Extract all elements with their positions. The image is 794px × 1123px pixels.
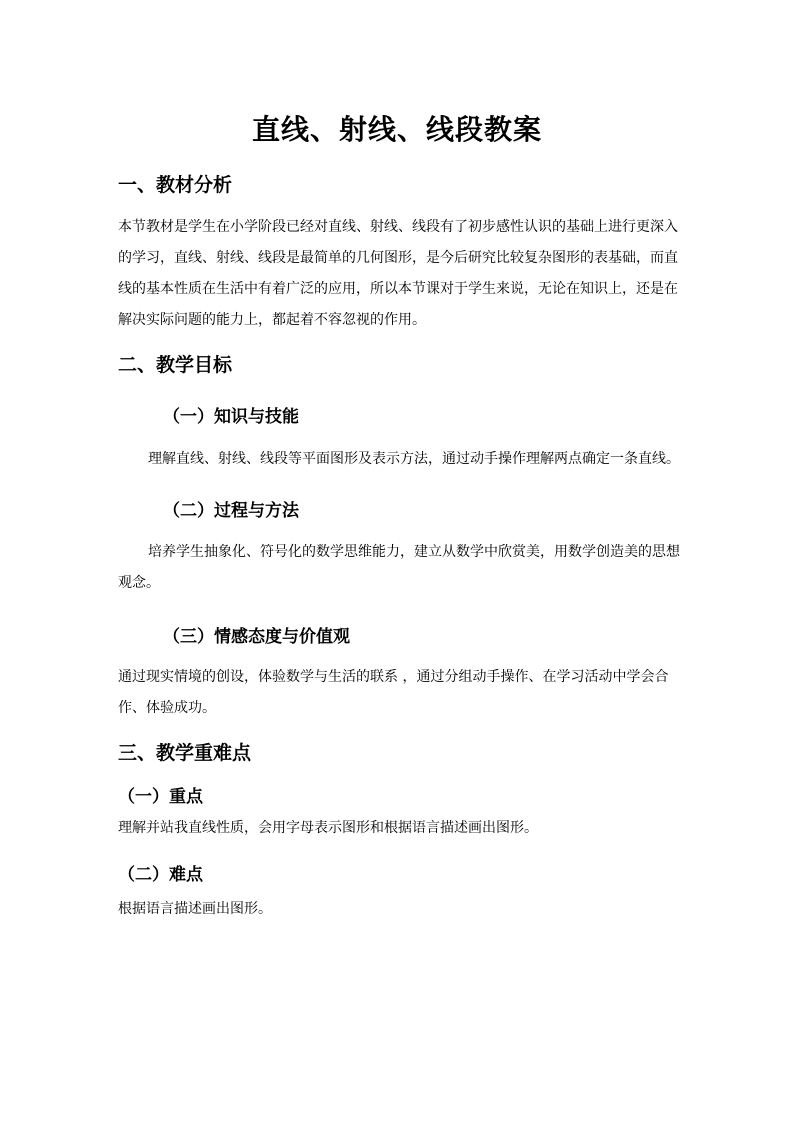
paragraph-line: 观念。	[118, 575, 160, 591]
paragraph-knowledge-skills	[148, 444, 708, 475]
paragraph-line: 理解并站我直线性质，会用字母表示图形和根据语言描述画出图形。	[118, 820, 538, 836]
document-title: 直线、射线、线段教案	[251, 113, 542, 146]
subsection-heading-difficult-point: （二）难点	[118, 865, 203, 885]
subsection-heading-process-method: （二）过程与方法	[163, 501, 299, 521]
paragraph-line: 通过现实情境的创设，体验数学与生活的联系 ，通过分组动手操作、在学习活动中学会合	[118, 669, 669, 685]
paragraph-process-method	[118, 537, 678, 599]
paragraph-line: 作、体验成功。	[118, 700, 216, 716]
paragraph-textbook-analysis	[118, 212, 678, 336]
paragraph-emotion-values	[118, 662, 678, 724]
section-heading-key-difficult-points: 三、教学重难点	[118, 742, 252, 764]
paragraph-key-point	[118, 813, 678, 844]
section-heading-teaching-goals: 二、教学目标	[118, 354, 233, 376]
subsection-heading-knowledge-skills: （一）知识与技能	[163, 407, 299, 427]
paragraph-difficult-point	[118, 894, 678, 925]
paragraph-line: 线的基本性质在生活中有着广泛的应用，所以本节课对于学生来说，无论在知识上，还是在	[118, 281, 678, 297]
paragraph-line: 理解直线、射线、线段等平面图形及表示方法，通过动手操作理解两点确定一条直线。	[148, 451, 680, 467]
section-heading-textbook-analysis: 一、教材分析	[118, 174, 233, 196]
subsection-heading-key-point: （一）重点	[118, 787, 203, 807]
paragraph-line: 解决实际问题的能力上，都起着不容忽视的作用。	[118, 312, 426, 328]
paragraph-line: 根据语言描述画出图形。	[118, 901, 272, 917]
paragraph-line: 本节教材是学生在小学阶段已经对直线、射线、线段有了初步感性认识的基础上进行更深入	[118, 219, 678, 235]
paragraph-line: 培养学生抽象化、符号化的数学思维能力，建立从数学中欣赏美，用数学创造美的思想	[148, 544, 680, 560]
subsection-heading-emotion-values: （三）情感态度与价值观	[163, 627, 350, 647]
paragraph-line: 的学习，直线、射线、线段是最简单的几何图形，是今后研究比较复杂图形的表基础，而直	[118, 250, 678, 266]
